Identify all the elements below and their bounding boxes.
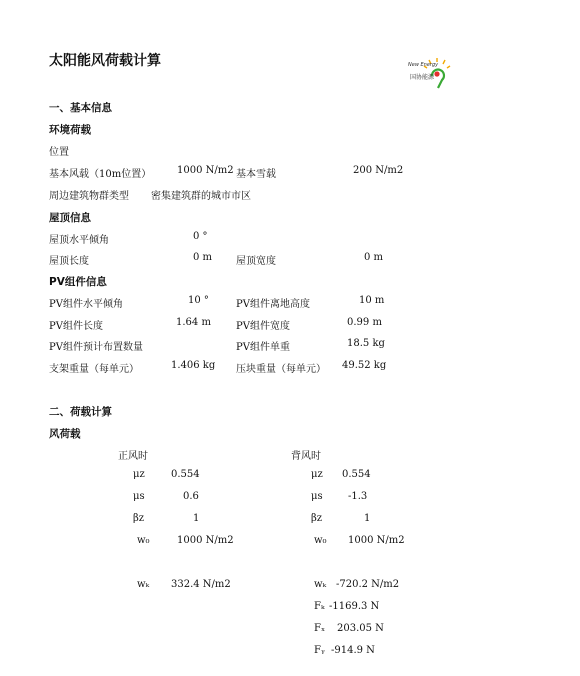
front-w0-value: 1000 N/m2 <box>177 535 234 546</box>
front-uz-symbol: μz <box>133 469 145 480</box>
block-weight-label: 压块重量（每单元） <box>236 364 326 375</box>
back-fx-value: 203.05 N <box>337 623 384 634</box>
surroundings-label: 周边建筑物群类型 <box>49 191 129 202</box>
section1-heading: 一、基本信息 <box>49 102 112 114</box>
bracket-weight-value: 1.406 kg <box>171 360 216 371</box>
section2-heading: 二、荷载计算 <box>49 406 112 418</box>
back-fy-symbol: Fᵧ <box>314 645 325 656</box>
front-uz-value: 0.554 <box>171 469 200 480</box>
pv-weight-value: 18.5 kg <box>347 338 385 349</box>
back-uz-symbol: μz <box>311 469 323 480</box>
pv-width-value: 0.99 m <box>347 317 382 328</box>
roof-length-value: 0 m <box>193 252 213 263</box>
back-fx-symbol: Fₓ <box>314 623 326 634</box>
front-bz-symbol: βz <box>133 513 145 524</box>
pv-heading: PV组件信息 <box>49 276 107 288</box>
front-bz-value: 1 <box>193 513 200 524</box>
pv-tilt-label: PV组件水平倾角 <box>49 299 123 310</box>
roof-tilt-value: 0 ° <box>193 231 208 242</box>
back-w0-value: 1000 N/m2 <box>348 535 405 546</box>
back-fk-symbol: Fₖ <box>314 601 325 612</box>
logo-company-text: 国协能源 <box>410 74 435 81</box>
wind-load-value: 1000 N/m2 <box>177 165 234 176</box>
surroundings-value: 密集建筑群的城市市区 <box>151 191 251 202</box>
pv-width-label: PV组件宽度 <box>236 321 290 332</box>
roof-length-label: 屋顶长度 <box>49 256 89 267</box>
back-uz-value: 0.554 <box>342 469 371 480</box>
front-us-value: 0.6 <box>183 491 199 502</box>
roof-tilt-label: 屋顶水平倾角 <box>49 235 109 246</box>
company-logo <box>408 56 460 96</box>
bracket-weight-label: 支架重量（每单元） <box>49 364 139 375</box>
back-us-symbol: μs <box>311 491 323 502</box>
roof-heading: 屋顶信息 <box>49 212 91 224</box>
pv-height-label: PV组件离地高度 <box>236 299 310 310</box>
location-label: 位置 <box>49 147 69 158</box>
pv-count-label: PV组件预计布置数量 <box>49 342 143 353</box>
snow-load-value: 200 N/m2 <box>353 165 404 176</box>
page-title: 太阳能风荷载计算 <box>49 53 161 69</box>
wind-load-label: 基本风载（10m位置） <box>49 169 152 180</box>
roof-width-label: 屋顶宽度 <box>236 256 276 267</box>
back-fk-value: -1169.3 N <box>329 601 380 612</box>
front-us-symbol: μs <box>133 491 145 502</box>
pv-height-value: 10 m <box>359 295 385 306</box>
pv-tilt-value: 10 ° <box>188 295 209 306</box>
roof-width-value: 0 m <box>364 252 384 263</box>
front-wind-label: 正风时 <box>118 451 148 462</box>
env-heading: 环境荷载 <box>49 124 91 136</box>
wind-heading: 风荷载 <box>49 428 81 440</box>
logo-brand-text: New Energy <box>408 62 439 68</box>
front-wk-value: 332.4 N/m2 <box>171 579 231 590</box>
snow-load-label: 基本雪载 <box>236 169 276 180</box>
block-weight-value: 49.52 kg <box>342 360 387 371</box>
pv-weight-label: PV组件单重 <box>236 342 290 353</box>
front-wk-symbol: wₖ <box>137 579 150 590</box>
back-us-value: -1.3 <box>348 491 368 502</box>
back-bz-value: 1 <box>364 513 371 524</box>
back-wk-symbol: wₖ <box>314 579 327 590</box>
pv-length-label: PV组件长度 <box>49 321 103 332</box>
back-w0-symbol: w₀ <box>314 535 327 546</box>
pv-length-value: 1.64 m <box>176 317 211 328</box>
back-wk-value: -720.2 N/m2 <box>336 579 400 590</box>
front-w0-symbol: w₀ <box>137 535 150 546</box>
back-wind-label: 背风时 <box>291 451 321 462</box>
back-fy-value: -914.9 N <box>331 645 375 656</box>
back-bz-symbol: βz <box>311 513 323 524</box>
